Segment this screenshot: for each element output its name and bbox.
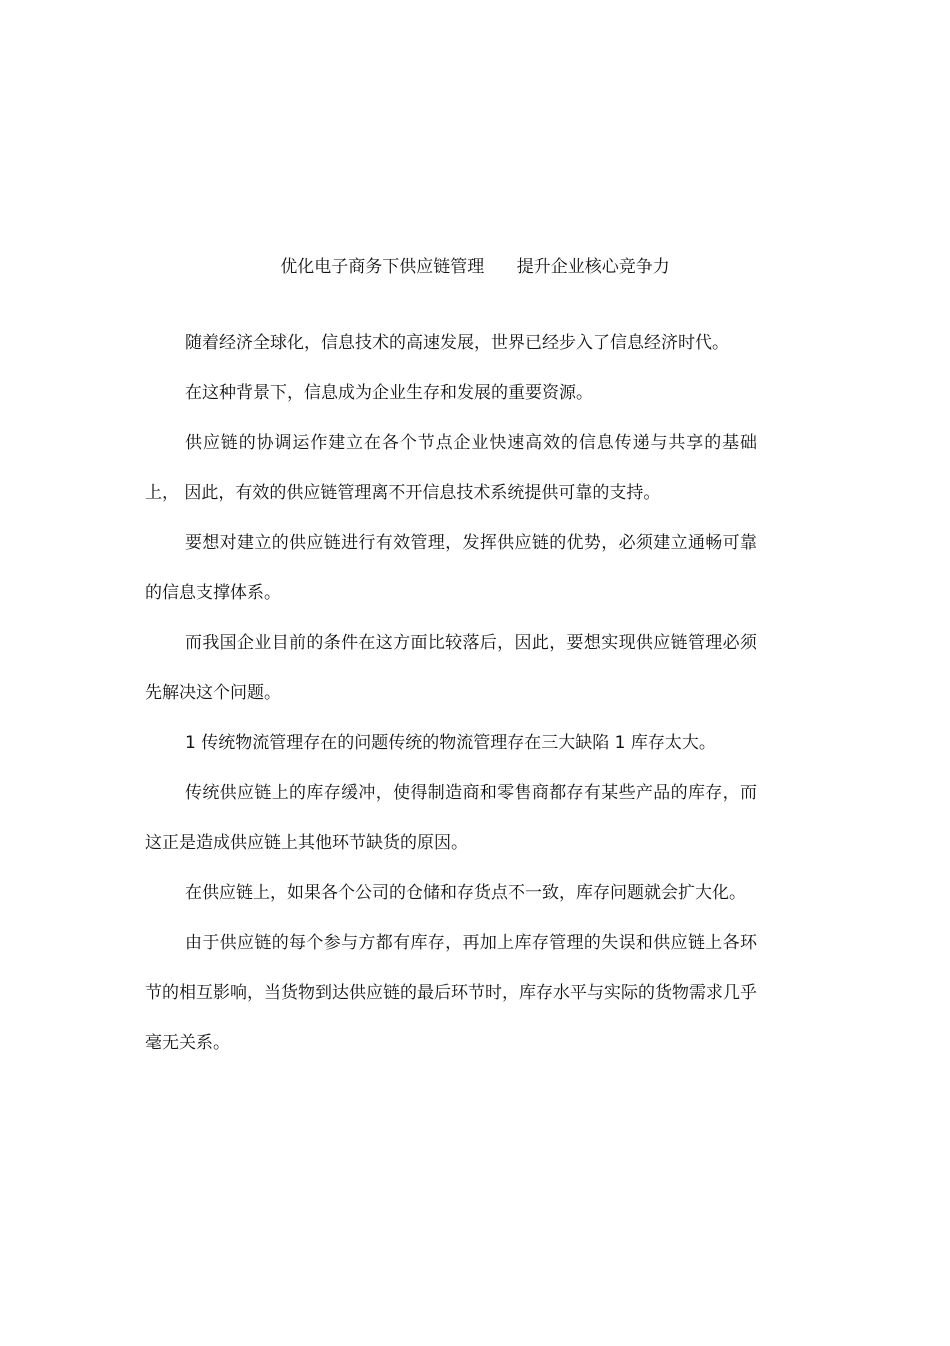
paragraph: 在这种背景下，信息成为企业生存和发展的重要资源。 xyxy=(185,383,593,403)
document-body xyxy=(145,318,757,1068)
paragraph: 1 传统物流管理存在的问题传统的物流管理存在三大缺陷 1 库存太大。 xyxy=(185,733,716,753)
paragraph: 要想对建立的供应链进行有效管理，发挥供应链的优势，必须建立通畅可靠的信息支撑体系。 xyxy=(145,533,757,603)
paragraph: 随着经济全球化，信息技术的高速发展，世界已经步入了信息经济时代。 xyxy=(185,333,729,353)
paragraph: 供应链的协调运作建立在各个节点企业快速高效的信息传递与共享的基础上， 因此，有效的供应链管理离不开信息技术系统提供可靠的支持。 xyxy=(145,433,757,503)
document-title: 优化电子商务下供应链管理 提升企业核心竞争力 xyxy=(280,257,670,277)
paragraph: 而我国企业目前的条件在这方面比较落后，因此，要想实现供应链管理必须先解决这个问题。 xyxy=(145,633,757,703)
paragraph: 传统供应链上的库存缓冲，使得制造商和零售商都存有某些产品的库存，而这正是造成供应链上其他环节缺货的原因。 xyxy=(145,783,757,853)
paragraph: 由于供应链的每个参与方都有库存，再加上库存管理的失误和供应链上各环节的相互影响，当货物到达供应链的最后环节时，库存水平与实际的货物需求几乎毫无关系。 xyxy=(145,933,757,1053)
paragraph: 在供应链上，如果各个公司的仓储和存货点不一致，库存问题就会扩大化。 xyxy=(185,883,746,903)
